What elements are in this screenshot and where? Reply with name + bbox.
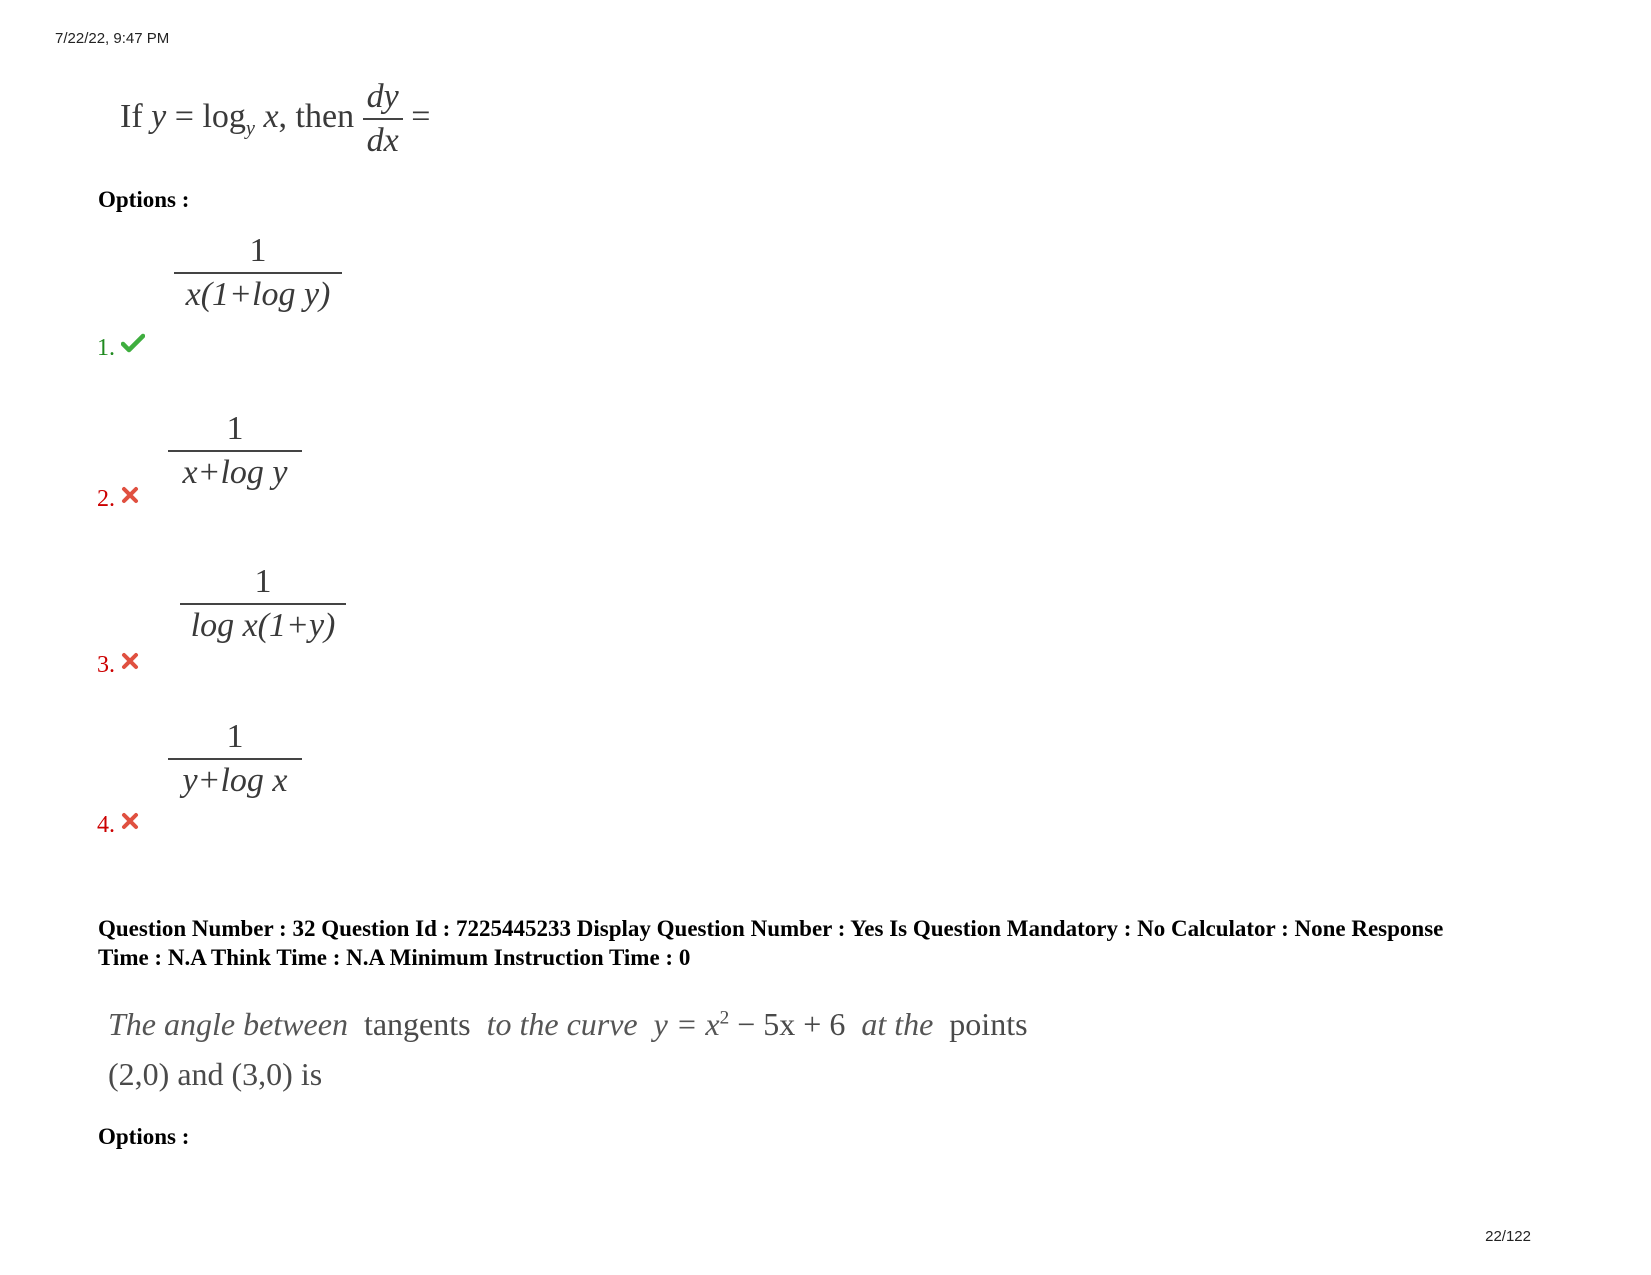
stem-equation-right: − 5x + 6 bbox=[737, 1006, 846, 1042]
question-meta bbox=[98, 914, 1568, 972]
stem-then: then bbox=[295, 97, 355, 135]
option-2-denominator: x+log y bbox=[182, 454, 288, 491]
stem-exponent: 2 bbox=[719, 1007, 730, 1029]
stem-var-y: y bbox=[151, 97, 167, 135]
stem-derivative-fraction bbox=[363, 78, 403, 160]
options-heading: Options : bbox=[98, 187, 190, 212]
options-heading: Options : bbox=[98, 1124, 190, 1149]
stem-if: If bbox=[120, 97, 143, 135]
option-4-denominator: y+log x bbox=[182, 762, 288, 799]
option-3-label bbox=[97, 650, 139, 679]
stem-phrase: to the curve bbox=[486, 1006, 638, 1042]
option-3-number: 3. bbox=[97, 652, 115, 678]
question-meta-line-2: Time : N.A Think Time : N.A Minimum Instruction Time : 0 bbox=[98, 945, 691, 970]
option-1-label bbox=[97, 333, 145, 362]
option-1-number: 1. bbox=[97, 335, 115, 361]
stem-word: tangents bbox=[363, 1006, 471, 1042]
stem-log: log bbox=[202, 97, 246, 135]
option-2-number: 2. bbox=[97, 486, 115, 512]
option-1-denominator: x(1+log y) bbox=[185, 276, 331, 313]
cross-icon bbox=[121, 650, 139, 677]
print-timestamp: 7/22/22, 9:47 PM bbox=[55, 30, 170, 47]
option-3-expression bbox=[180, 563, 346, 645]
option-1-numerator: 1 bbox=[249, 232, 267, 269]
stem-phrase: The angle between bbox=[108, 1006, 348, 1042]
option-1-expression bbox=[174, 232, 342, 314]
stem-derivative-denominator: dx bbox=[366, 122, 399, 159]
option-4-expression bbox=[168, 718, 302, 800]
option-2-numerator: 1 bbox=[226, 410, 244, 447]
cross-icon bbox=[121, 810, 139, 837]
option-2-expression bbox=[168, 410, 302, 492]
stem-phrase: at the bbox=[861, 1006, 934, 1042]
page-number: 22/122 bbox=[1485, 1228, 1531, 1245]
check-icon bbox=[121, 333, 145, 360]
option-4-numerator: 1 bbox=[226, 718, 244, 755]
question-stem-line-2: (2,0) and (3,0) is bbox=[108, 1056, 323, 1092]
question-meta-line-1: Question Number : 32 Question Id : 7225445233 Display Question Number : Yes Is Question Mandatory : No Calculator : None Response bbox=[98, 916, 1444, 941]
option-3-denominator: log x(1+y) bbox=[190, 607, 336, 644]
question-stem bbox=[120, 78, 430, 160]
stem-var-x: x bbox=[263, 97, 279, 135]
cross-icon bbox=[121, 484, 139, 511]
stem-equation-left: y = x bbox=[653, 1006, 720, 1042]
option-4-number: 4. bbox=[97, 812, 115, 838]
stem-trailing-equals: = bbox=[411, 97, 431, 135]
stem-equals: = bbox=[174, 97, 194, 135]
stem-comma: , bbox=[278, 97, 288, 135]
question-stem-line-1 bbox=[108, 1006, 1028, 1043]
option-4-label bbox=[97, 810, 139, 839]
option-3-numerator: 1 bbox=[254, 563, 272, 600]
stem-log-base: y bbox=[245, 117, 255, 140]
option-2-label bbox=[97, 484, 139, 513]
stem-derivative-numerator: dy bbox=[366, 78, 399, 115]
stem-word: points bbox=[949, 1006, 1028, 1042]
